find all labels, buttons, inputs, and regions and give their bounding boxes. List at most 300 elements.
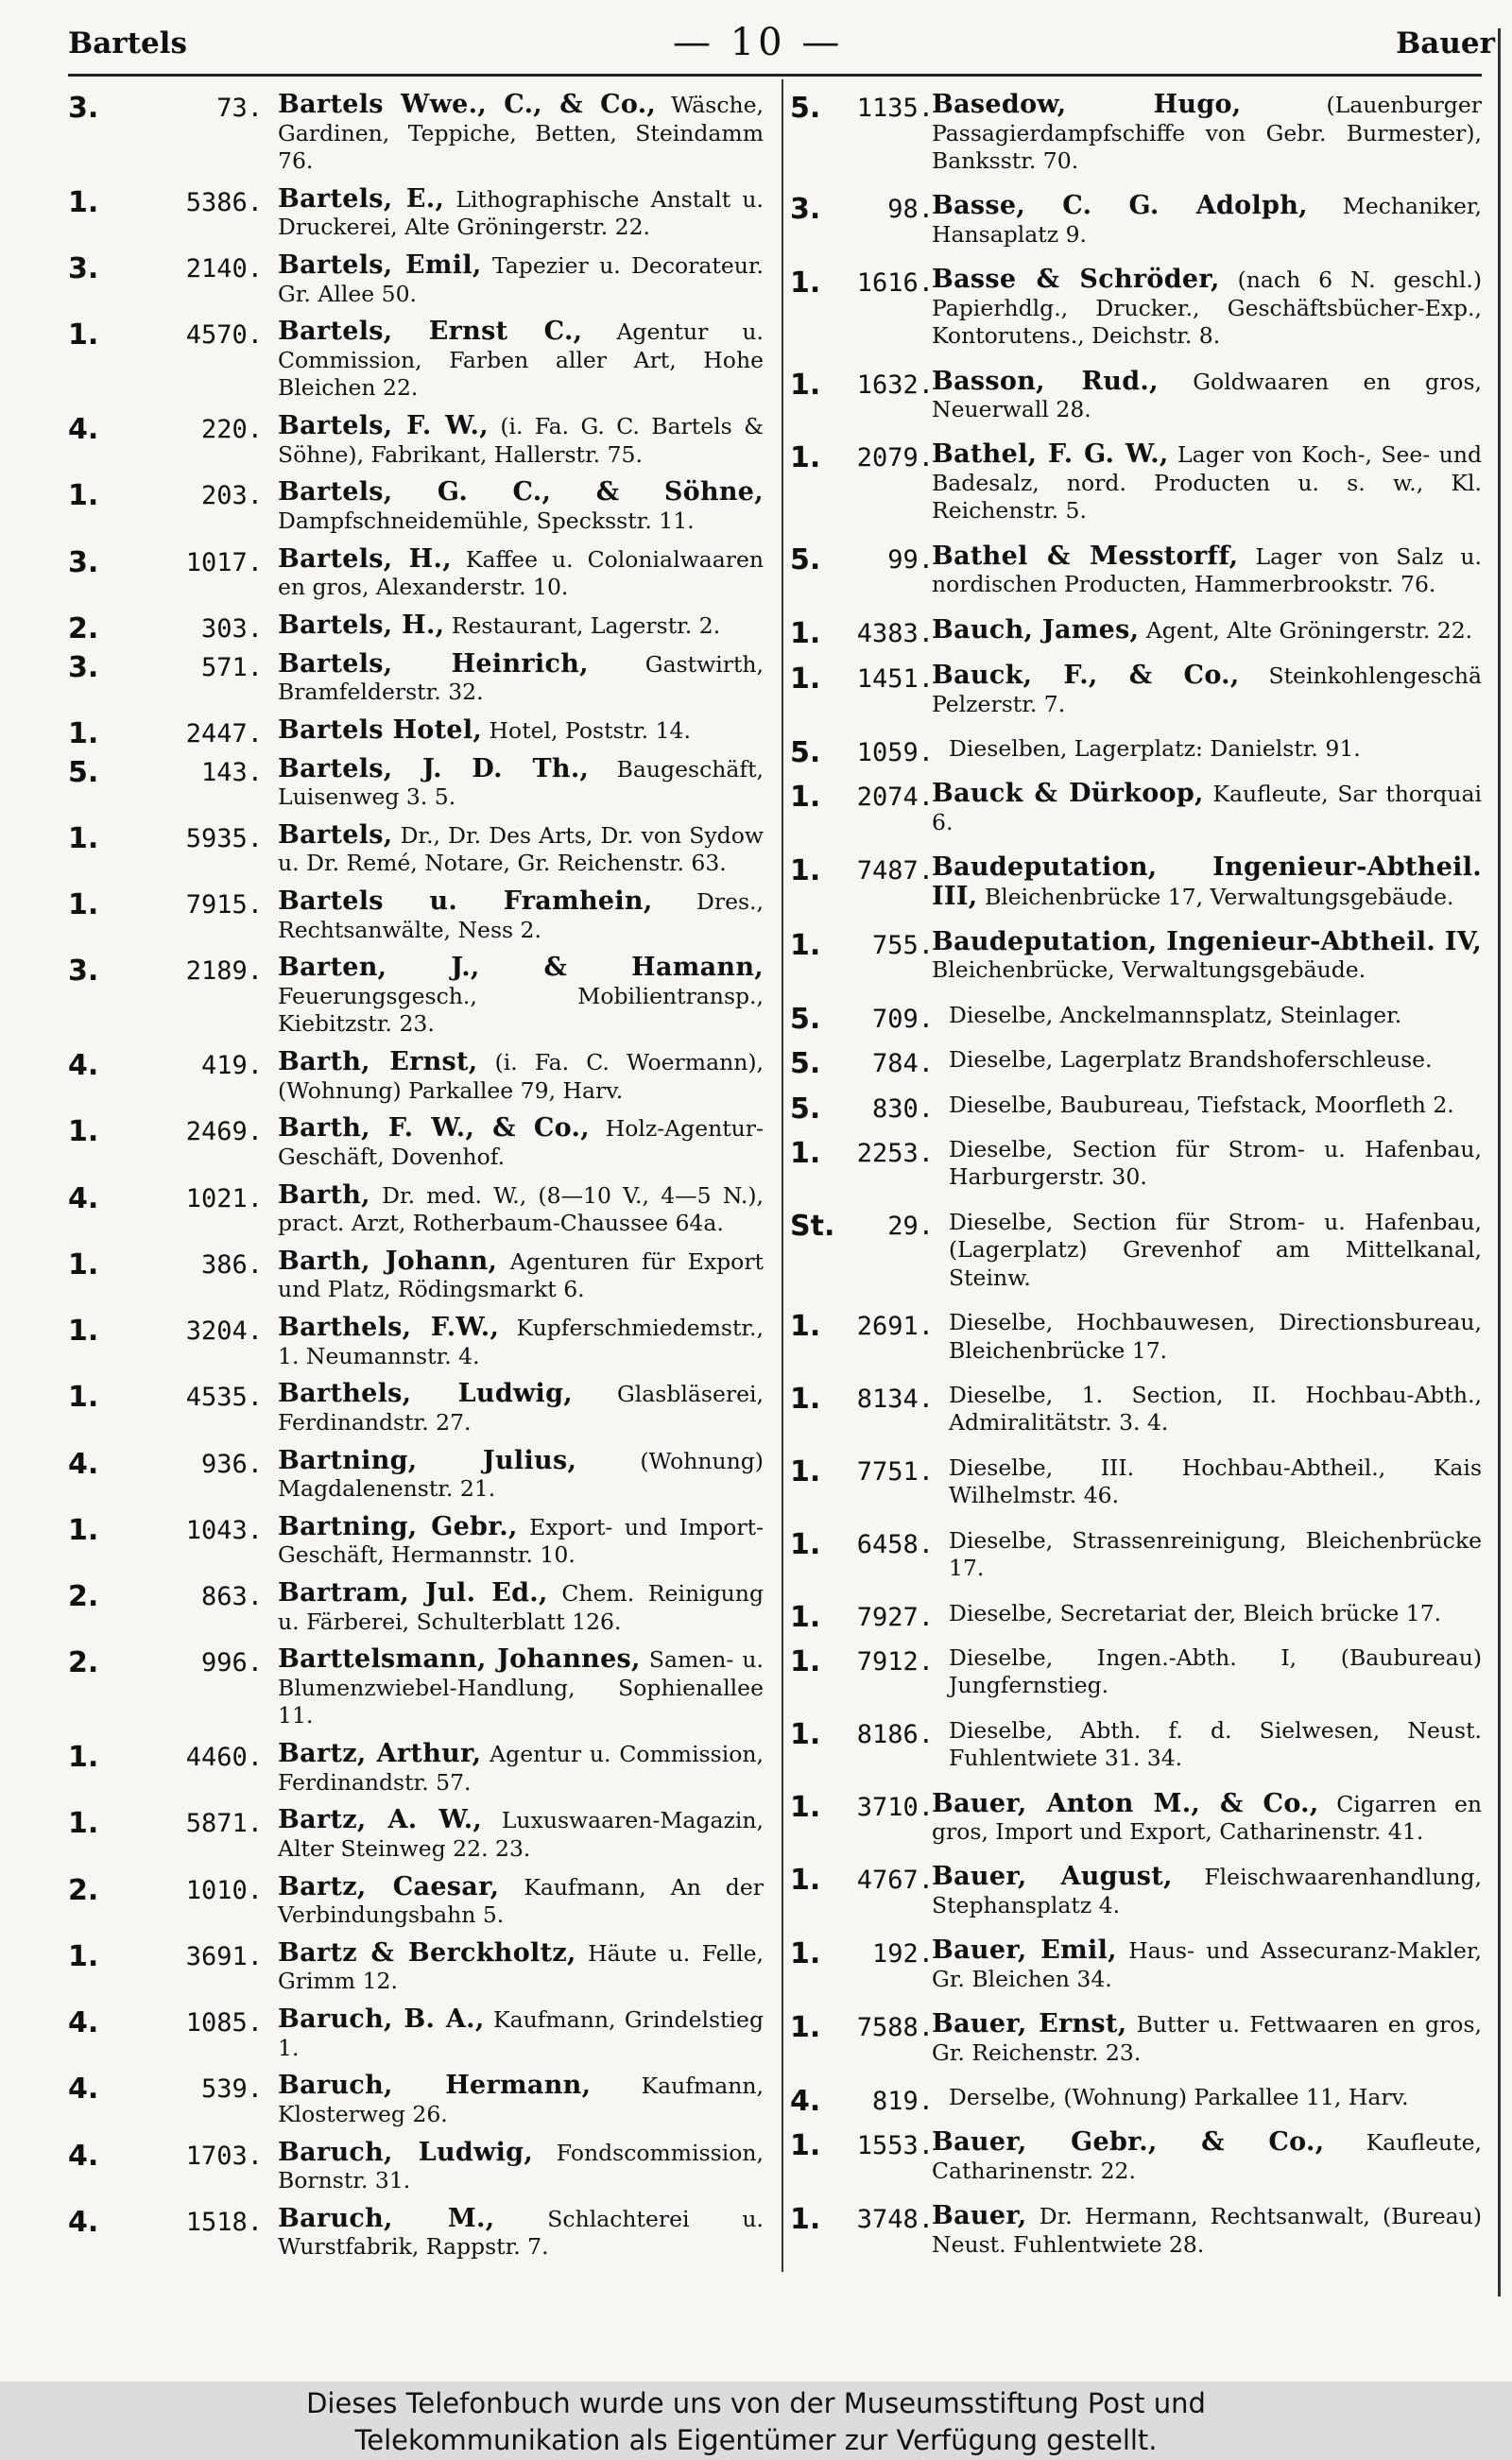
exchange-code: 3. [68, 650, 99, 684]
subscriber-name: Bauer, Gebr., & Co., [932, 2127, 1325, 2158]
subscriber-name: Basse & Schröder, [932, 265, 1220, 295]
exchange-code: 2. [68, 1873, 99, 1907]
subscriber-details: Dampfschneidemühle, Specksstr. 11. [278, 507, 695, 534]
subscriber-details: Bleichenbrücke 17, Verwaltungsgebäude. [977, 883, 1454, 910]
entry-text [278, 2072, 764, 2128]
directory-entry [790, 1454, 1482, 1510]
subscriber-name: Bartels, E., [278, 183, 445, 214]
phone-number: 99. [887, 544, 934, 575]
entry-text [278, 1806, 764, 1863]
exchange-code: 3. [68, 545, 99, 579]
directory-entry [790, 91, 1482, 176]
entry-text [932, 1382, 1482, 1437]
phone-number: 1010. [185, 1875, 263, 1905]
directory-entry [790, 1790, 1482, 1847]
phone-number: 1043. [185, 1515, 263, 1545]
entry-text [932, 662, 1482, 718]
subscriber-details: Tapezier u. Decorateur. Gr. Allee 50. [278, 252, 764, 307]
exchange-code: 4. [68, 2073, 99, 2107]
subscriber-details: Dieselbe, Abth. f. d. Sielwesen, Neust. Fuhlentwiete 31. 34. [949, 1716, 1482, 1772]
subscriber-details: Chem. Reinigung u. Färberei, Schulterblatt 126. [278, 1580, 764, 1635]
subscriber-name: Bartels, Ernst C., [278, 317, 583, 347]
subscriber-details: Dieselbe, Lagerplatz Brandshoferschleuse. [949, 1046, 1433, 1074]
subscriber-details: Kaufmann, An der Verbindungsbahn 5. [278, 1873, 764, 1928]
subscriber-details: (Lauenburger Passagierdampfschiffe von Gebr. Burmester), Banksstr. 70. [932, 92, 1482, 174]
entry-text [278, 1048, 764, 1105]
directory-entry [68, 185, 764, 242]
subscriber-name: Bathel & Messtorff, [932, 541, 1239, 571]
subscriber-name: Baruch, M., [278, 2203, 495, 2233]
entry-text [932, 1002, 1482, 1030]
entry-text [278, 1314, 764, 1370]
exchange-code: 1. [790, 662, 821, 697]
exchange-code: 2. [68, 1580, 99, 1613]
exchange-code: 1. [790, 1790, 821, 1824]
exchange-code: 1. [790, 1310, 821, 1344]
footer-line-1: Dieses Telefonbuch wurde uns von der Museumsstiftung Post und [306, 2387, 1206, 2419]
directory-entry [68, 610, 764, 645]
phone-number: 784. [871, 1049, 934, 1079]
exchange-code: 5. [790, 735, 821, 769]
entry-text [278, 755, 764, 812]
exchange-code: 4. [790, 2085, 821, 2119]
entry-text [932, 2010, 1482, 2067]
exchange-code: 5. [68, 755, 99, 789]
entry-text [932, 1936, 1482, 1993]
exchange-code: 1. [790, 2203, 821, 2237]
entry-text [932, 1092, 1482, 1120]
subscriber-details: Dieselbe, Baubureau, Tiefstack, Moorfleth 2. [949, 1091, 1454, 1118]
entry-text [278, 1740, 764, 1797]
directory-entry [68, 545, 764, 602]
subscriber-name: Bartels, H., [278, 610, 445, 640]
exchange-code: 1. [790, 441, 821, 475]
entry-text [278, 412, 764, 469]
exchange-code: 1. [68, 888, 99, 921]
exchange-code: 1. [790, 267, 821, 301]
phone-number: 2189. [185, 956, 263, 987]
subscriber-name: Bartels Hotel, [278, 714, 483, 745]
phone-number: 1135. [856, 94, 934, 123]
exchange-code: 1. [68, 1115, 99, 1149]
entry-text [932, 1454, 1482, 1510]
subscriber-name: Barth, F. W., & Co., [278, 1113, 590, 1144]
directory-entry [790, 266, 1482, 351]
exchange-code: 3. [68, 955, 99, 989]
subscriber-details: Export- und Import-Geschäft, Hermannstr. 10. [278, 1513, 764, 1569]
phone-number: 1632. [856, 370, 934, 400]
directory-entry [68, 412, 764, 469]
column-divider [782, 79, 783, 2272]
exchange-code: 4. [68, 1181, 99, 1215]
subscriber-details: (i. Fa. G. C. Bartels & Söhne), Fabrikant, Hallerstr. 75. [278, 413, 764, 468]
subscriber-details: Feuerungsgesch., Mobilientransp., Kiebitzstr. 23. [278, 982, 764, 1038]
subscriber-details: Dr. Hermann, Rechtsanwalt, (Bureau) Neust. Fuhlentwiete 28. [932, 2203, 1482, 2258]
phone-number: 936. [200, 1449, 263, 1479]
page-edge-line [1498, 28, 1501, 2297]
phone-number: 7487. [856, 856, 934, 886]
exchange-code: 5. [790, 1002, 821, 1036]
entry-text [278, 2139, 764, 2195]
phone-number: 1518. [185, 2207, 263, 2237]
subscriber-details: (Wohnung) Magdalenenstr. 21. [278, 1447, 764, 1502]
subscriber-name: Bauch, James, [932, 614, 1140, 645]
directory-entry [68, 1181, 764, 1238]
exchange-code: 1. [68, 185, 99, 219]
directory-entry [68, 1645, 764, 1730]
footer-line-2: Telekommunikation als Eigentümer zur Verfügung gestellt. [354, 2424, 1158, 2456]
directory-entry [790, 1046, 1482, 1081]
exchange-code: 1. [68, 1315, 99, 1348]
phone-number: 203. [200, 481, 263, 511]
entry-text [278, 1579, 764, 1636]
directory-entry [790, 2202, 1482, 2259]
directory-entry [790, 614, 1482, 650]
directory-entry [68, 1247, 764, 1304]
subscriber-details: Kaufleute, Catharinenstr. 22. [932, 2129, 1482, 2184]
directory-entry [68, 755, 764, 812]
subscriber-name: Baruch, Ludwig, [278, 2137, 534, 2167]
subscriber-details: Dieselbe, Section für Strom- u. Hafenbau, (Lagerplatz) Grevenhof am Mittelkanal, Steinw. [949, 1208, 1482, 1291]
entry-text [932, 1790, 1482, 1847]
subscriber-details: Dieselbe, Ingen.-Abth. I, (Baubureau) Jungfernstieg. [949, 1643, 1482, 1699]
exchange-code: 1. [68, 716, 99, 750]
exchange-code: 1. [68, 1807, 99, 1841]
subscriber-details: Wäsche, Gardinen, Teppiche, Betten, Steindamm 76. [278, 92, 764, 174]
exchange-code: 4. [68, 413, 99, 446]
exchange-code: 1. [790, 1937, 821, 1971]
directory-entry [790, 734, 1482, 769]
exchange-code: 1. [790, 1864, 821, 1898]
directory-entry [790, 1717, 1482, 1773]
subscriber-details: Häute u. Felle, Grimm 12. [278, 1939, 765, 1995]
subscriber-name: Basse, C. G. Adolph, [932, 191, 1308, 221]
subscriber-details: Dres., Rechtsanwälte, Ness 2. [278, 888, 764, 943]
subscriber-details: Agentur u. Commission, Farben aller Art, Hohe Bleichen 22. [278, 318, 764, 402]
entry-text [932, 1717, 1482, 1773]
entry-text [278, 1447, 764, 1504]
phone-number: 386. [200, 1249, 263, 1280]
subscriber-details: Cigarren en gros, Import und Export, Catharinenstr. 41. [932, 1790, 1482, 1846]
phone-number: 3748. [856, 2205, 934, 2235]
exchange-code: 4. [68, 1447, 99, 1481]
phone-number: 4535. [185, 1383, 263, 1413]
phone-number: 98. [887, 195, 934, 225]
directory-entry [790, 780, 1482, 836]
directory-entry [790, 928, 1482, 985]
phone-number: 830. [871, 1093, 934, 1124]
exchange-code: 1. [68, 1513, 99, 1547]
entry-text [278, 1645, 764, 1730]
directory-entry [790, 1936, 1482, 1993]
entry-text [932, 1644, 1482, 1700]
entry-text [932, 91, 1482, 176]
entry-text [278, 611, 764, 641]
subscriber-name: Bauer, August, [932, 1862, 1173, 1892]
entry-text [932, 1863, 1482, 1919]
entry-text [932, 440, 1482, 525]
exchange-code: 1. [790, 1382, 821, 1416]
subscriber-details: Schlachterei u. Wurstfabrik, Rappstr. 7. [278, 2205, 764, 2261]
exchange-code: 4. [68, 2139, 99, 2173]
exchange-code: 1. [790, 1717, 821, 1751]
entry-text [932, 192, 1482, 249]
subscriber-details: Bleichenbrücke, Verwaltungsgebäude. [932, 956, 1366, 984]
exchange-code: 1. [790, 1454, 821, 1488]
entry-text [278, 91, 764, 176]
subscriber-details: Gastwirth, Bramfelderstr. 32. [278, 650, 764, 705]
subscriber-name: Bartels, F. W., [278, 411, 489, 440]
left-column [68, 91, 764, 2262]
directory-entry [68, 954, 764, 1039]
exchange-code: 1. [790, 616, 821, 650]
subscriber-details: Kupferschmiedemstr., 1. Neumannstr. 4. [278, 1315, 764, 1369]
directory-entry [790, 853, 1482, 911]
subscriber-details: Steinkohlengeschä Pelzerstr. 7. [932, 662, 1482, 717]
subscriber-details: Dieselbe, 1. Section, II. Hochbau-Abth., Admiralitätstr. 3. 4. [949, 1381, 1482, 1436]
exchange-code: 1. [790, 1644, 821, 1678]
exchange-code: 4. [68, 2006, 99, 2039]
subscriber-details: Dieselbe, Secretariat der, Bleich brücke 17. [949, 1599, 1442, 1626]
directory-entry [790, 1209, 1482, 1293]
exchange-code: 5. [790, 1047, 821, 1081]
phone-number: 5935. [185, 823, 263, 853]
exchange-code: 5. [790, 92, 821, 125]
subscriber-name: Bartels, [278, 819, 393, 850]
entry-text [278, 954, 764, 1039]
right-column [790, 91, 1482, 2259]
exchange-code: 1. [790, 854, 821, 888]
subscriber-name: Bartz, Caesar, [278, 1871, 500, 1901]
directory-entry [68, 1513, 764, 1570]
subscriber-name: Bartels, Heinrich, [278, 648, 589, 679]
directory-entry [68, 1447, 764, 1504]
exchange-code: 1. [68, 1939, 99, 1973]
subscriber-name: Barth, Johann, [278, 1246, 498, 1276]
directory-entry [68, 1579, 764, 1636]
subscriber-name: Bauer, Ernst, [932, 2009, 1127, 2039]
subscriber-name: Barttelsmann, Johannes, [278, 1644, 641, 1675]
phone-number: 7927. [856, 1602, 934, 1632]
exchange-code: 1. [68, 1381, 99, 1415]
entry-text [278, 821, 764, 878]
entry-text [932, 1046, 1482, 1075]
entry-text [278, 1380, 764, 1436]
directory-entry [68, 1380, 764, 1436]
directory-entry [790, 1136, 1482, 1192]
directory-entry [68, 2072, 764, 2128]
exchange-code: 1. [68, 318, 99, 353]
exchange-code: 1. [790, 368, 821, 402]
directory-entry [790, 542, 1482, 599]
subscriber-details: Hotel, Poststr. 14. [482, 716, 691, 744]
entry-text [278, 545, 764, 602]
phone-number: 1553. [856, 2131, 934, 2161]
entry-text [932, 542, 1482, 599]
phone-number: 1451. [856, 664, 934, 695]
phone-number: 4767. [856, 1866, 934, 1896]
subscriber-name: Bartels Wwe., C., & Co., [278, 90, 657, 119]
entry-text [932, 1600, 1482, 1628]
directory-entry [790, 1527, 1482, 1583]
phone-number: 539. [200, 2074, 263, 2105]
directory-entry [790, 1001, 1482, 1036]
phone-number: 3710. [856, 1792, 934, 1822]
exchange-code: 3. [790, 193, 821, 227]
entry-text [932, 928, 1482, 985]
entry-text [278, 2205, 764, 2262]
entry-text [932, 1136, 1482, 1192]
entry-text [932, 853, 1482, 911]
entry-text [932, 1527, 1482, 1583]
subscriber-details: Lager von Salz u. nordischen Producten, Hammerbrookstr. 76. [932, 542, 1482, 598]
subscriber-name: Bauck, F., & Co., [932, 661, 1240, 691]
subscriber-details: Restaurant, Lagerstr. 2. [444, 611, 721, 639]
phone-number: 1017. [185, 547, 263, 577]
entry-text [932, 616, 1482, 645]
directory-entry [790, 2010, 1482, 2067]
exchange-code: 1. [790, 1600, 821, 1634]
subscriber-details: Derselbe, (Wohnung) Parkallee 11, Harv. [949, 2084, 1409, 2111]
subscriber-details: Agentur u. Commission, Ferdinandstr. 57. [278, 1741, 764, 1796]
exchange-code: 5. [790, 1092, 821, 1126]
directory-entry [790, 2084, 1482, 2119]
phone-number: 755. [871, 930, 934, 960]
directory-entry [790, 2128, 1482, 2185]
phone-number: 7915. [185, 890, 263, 920]
entry-text [932, 2084, 1482, 2112]
directory-entry [790, 662, 1482, 718]
phone-number: 2140. [185, 254, 263, 284]
subscriber-name: Bartels, Emil, [278, 250, 482, 280]
entry-text [278, 1513, 764, 1570]
phone-number: 6458. [856, 1529, 934, 1559]
subscriber-details: Dr., Dr. Des Arts, Dr. von Sydow u. Dr. Remé, Notare, Gr. Reichenstr. 63. [278, 821, 764, 877]
exchange-code: St. [790, 1209, 835, 1243]
directory-entry [790, 1382, 1482, 1437]
directory-entry [68, 714, 764, 750]
entry-text [932, 780, 1482, 836]
phone-number: 4383. [856, 618, 934, 648]
subscriber-name: Bartels u. Framhein, [278, 886, 653, 916]
phone-number: 4570. [185, 320, 263, 351]
phone-number: 73. [216, 94, 263, 123]
phone-number: 5871. [185, 1809, 263, 1839]
entry-text [932, 266, 1482, 351]
header-left-keyword: Bartels [68, 26, 187, 60]
directory-entry [790, 1863, 1482, 1919]
subscriber-name: Bartz & Berckholtz, [278, 1937, 576, 1968]
directory-entry [790, 1091, 1482, 1126]
entry-text [932, 368, 1482, 424]
entry-text [278, 1114, 764, 1171]
phone-number: 2253. [856, 1138, 934, 1168]
subscriber-details: Dr. med. W., (8—10 V., 4—5 N.), pract. Arzt, Rotherbaum-Chaussee 64a. [278, 1181, 764, 1236]
phone-number: 709. [871, 1004, 934, 1034]
subscriber-details: Mechaniker, Hansaplatz 9. [932, 193, 1482, 248]
subscriber-details: Baugeschäft, Luisenweg 3. 5. [278, 755, 764, 810]
exchange-code: 4. [68, 2205, 99, 2239]
page-header [68, 21, 1495, 68]
directory-entry [68, 1939, 764, 1996]
subscriber-details: Dieselbe, Strassenreinigung, Bleichenbrücke 17. [949, 1526, 1482, 1582]
subscriber-name: Baruch, B. A., [278, 2004, 485, 2034]
phone-number: 1616. [856, 268, 934, 299]
phone-number: 3204. [185, 1316, 263, 1346]
entry-text [278, 1181, 764, 1238]
subscriber-details: Lithographische Anstalt u. Druckerei, Alte Gröningerstr. 22. [278, 185, 764, 241]
phone-number: 220. [200, 415, 263, 444]
subscriber-name: Baudeputation, Ingenieur-Abtheil. IV, [932, 926, 1482, 956]
phone-number: 819. [871, 2087, 934, 2117]
subscriber-details: Dieselbe, Section für Strom- u. Hafenbau, Harburgerstr. 30. [949, 1135, 1482, 1191]
entry-text [932, 735, 1482, 764]
subscriber-details: (i. Fa. C. Woermann), (Wohnung) Parkallee 79, Harv. [278, 1049, 764, 1104]
phone-number: 4460. [185, 1743, 263, 1772]
phone-number: 8186. [856, 1719, 934, 1749]
subscriber-name: Bauck & Dürkoop, [932, 779, 1204, 809]
header-rule [68, 74, 1482, 77]
subscriber-details: Butter u. Fettwaaren en gros, Gr. Reichenstr. 23. [932, 2011, 1482, 2066]
exchange-code: 1. [790, 2011, 821, 2045]
exchange-code: 1. [68, 479, 99, 513]
phone-number: 1021. [185, 1183, 263, 1213]
phone-number: 2447. [185, 718, 263, 748]
directory-entry [68, 650, 764, 707]
exchange-code: 1. [790, 928, 821, 962]
entry-text [278, 1873, 764, 1930]
entry-text [278, 478, 764, 535]
subscriber-details: Goldwaaren en gros, Neuerwall 28. [932, 368, 1482, 423]
subscriber-name: Barth, [278, 1179, 370, 1210]
subscriber-details: Holz-Agentur-Geschäft, Dovenhof. [278, 1115, 764, 1170]
entry-text [278, 2005, 764, 2062]
subscriber-details: Samen- u. Blumenzwiebel-Handlung, Sophienallee 11. [278, 1646, 765, 1729]
phone-number: 1059. [856, 737, 934, 767]
phone-number: 419. [200, 1051, 263, 1080]
directory-entry [68, 1806, 764, 1863]
phone-number: 2079. [856, 443, 934, 473]
subscriber-name: Bartels, G. C., & Söhne, [278, 477, 764, 507]
subscriber-details: Agenturen für Export und Platz, Rödingsmarkt 6. [278, 1247, 764, 1303]
subscriber-name: Bartels, H., [278, 543, 452, 574]
phone-number: 1703. [185, 2141, 263, 2171]
phone-number: 29. [887, 1211, 934, 1241]
subscriber-name: Baudeputation, Ingenieur-Abtheil. III, [932, 852, 1482, 911]
header-right-keyword: Bauer [1396, 26, 1495, 60]
exchange-code: 1. [68, 1741, 99, 1774]
subscriber-details: Dieselben, Lagerplatz: Danielstr. 91. [949, 734, 1361, 762]
entry-text [278, 1247, 764, 1304]
subscriber-name: Barten, J., & Hamann, [278, 953, 764, 983]
exchange-code: 1. [790, 2129, 821, 2163]
phone-number: 303. [200, 613, 263, 644]
entry-text [932, 2128, 1482, 2185]
directory-entry [68, 1873, 764, 1930]
exchange-code: 1. [790, 781, 821, 815]
subscriber-name: Bartning, Julius, [278, 1445, 577, 1475]
subscriber-name: Bartram, Jul. Ed., [278, 1578, 548, 1608]
subscriber-details: Dieselbe, III. Hochbau-Abtheil., Kais Wilhelmstr. 46. [949, 1454, 1482, 1509]
phone-number: 3691. [185, 1941, 263, 1971]
phone-number: 2691. [856, 1312, 934, 1342]
subscriber-name: Basedow, Hugo, [932, 90, 1242, 119]
directory-entry [68, 1114, 764, 1171]
directory-entry [68, 1048, 764, 1105]
entry-text [278, 650, 764, 707]
directory-entry [68, 2005, 764, 2062]
phone-number: 863. [200, 1582, 263, 1611]
